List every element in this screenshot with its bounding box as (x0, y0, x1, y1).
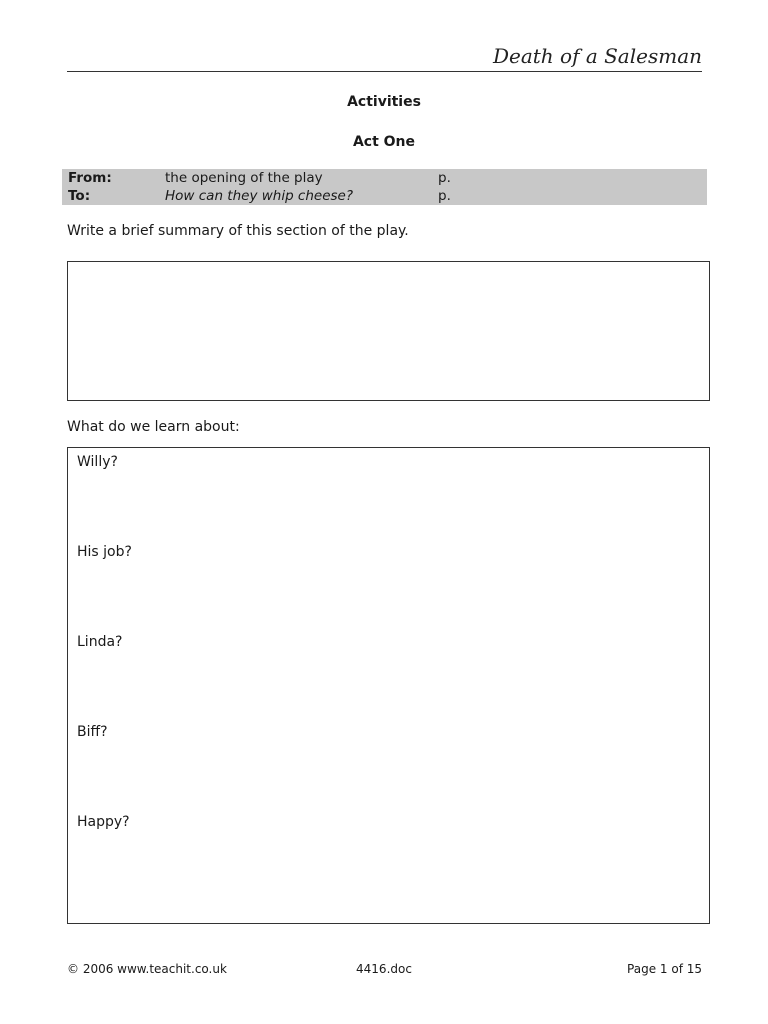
learn-prompt: What do we learn about: (67, 419, 240, 435)
summary-answer-box[interactable] (67, 261, 710, 401)
question-linda: Linda? (77, 634, 123, 650)
from-label: From: (68, 170, 112, 186)
header-title: Death of a Salesman (492, 44, 702, 68)
range-table (62, 169, 707, 205)
section-title: Act One (352, 134, 416, 150)
range-row-to (62, 187, 707, 205)
question-biff: Biff? (77, 724, 108, 740)
footer-copyright: © 2006 www.teachit.co.uk (67, 962, 227, 976)
to-page: p. (438, 188, 451, 204)
from-value: the opening of the play (165, 170, 323, 186)
question-his-job: His job? (77, 544, 132, 560)
page-title: Activities (347, 94, 421, 110)
footer-page-number: Page 1 of 15 (627, 962, 702, 976)
from-page: p. (438, 170, 451, 186)
question-happy: Happy? (77, 814, 130, 830)
learn-answer-box[interactable] (67, 447, 710, 924)
range-row-from (62, 169, 707, 187)
header-rule (67, 71, 702, 72)
footer-filename: 4416.doc (356, 962, 412, 976)
to-value: How can they whip cheese? (165, 188, 354, 204)
to-label: To: (68, 188, 91, 204)
summary-prompt: Write a brief summary of this section of the play. (67, 223, 409, 239)
question-willy: Willy? (77, 454, 118, 470)
